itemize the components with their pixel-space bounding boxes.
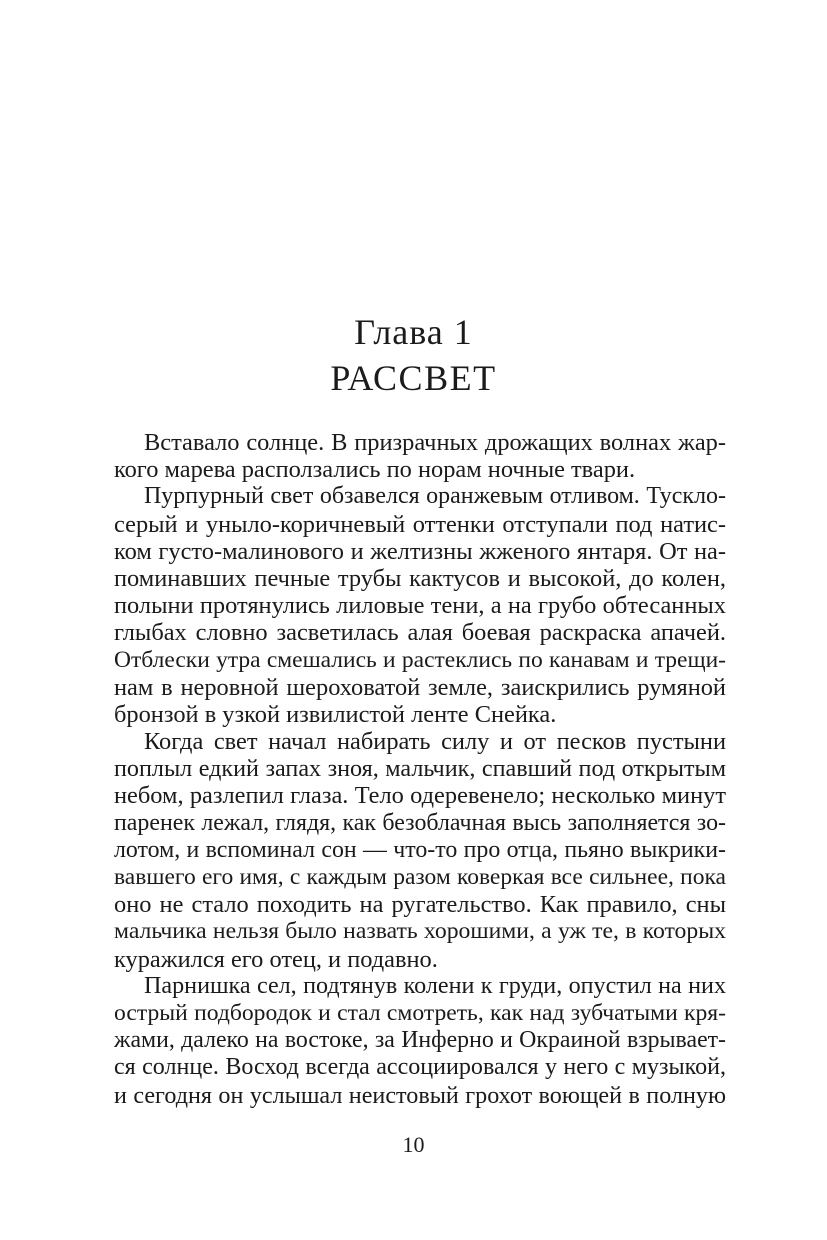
page-number: 10 (402, 1132, 425, 1157)
paragraph (114, 728, 726, 973)
text-line: полыни протянулись лиловые тени, а на грубо обтесанных (114, 592, 726, 620)
chapter-title: РАССВЕТ (330, 358, 497, 398)
text-line: паренек лежал, глядя, как безоблачная высь заполняется зо- (114, 809, 726, 836)
body-text (114, 429, 726, 1109)
text-line: мальчика нельзя было назвать хорошими, а уж те, в которых (114, 918, 726, 945)
text-line: поминавших печные трубы кактусов и высокой, до колен, (114, 564, 726, 592)
text-line: вавшего его имя, с каждым разом коверкая все сильнее, пока (114, 864, 726, 890)
text-line: Парнишка сел, подтянув колени к груди, опустил на них (144, 972, 726, 999)
text-line: ся солнце. Восход всегда ассоциировался у него с музыкой, (114, 1054, 726, 1081)
text-line: бронзой в узкой извилистой ленте Снейка. (114, 700, 557, 728)
text-line: небом, разлепил глаза. Тело одеревенело; несколько минут (114, 782, 726, 810)
text-line: и сегодня он услышал неистовый грохот воющей в полную (114, 1081, 726, 1109)
text-line: острый подбородок и стал смотреть, как над зубчатыми кря- (114, 999, 726, 1026)
text-line: Вставало солнце. В призрачных дрожащих волнах жар- (144, 429, 726, 456)
text-line: серый и уныло-коричневый оттенки отступали под натис- (114, 510, 726, 538)
text-line: Когда свет начал набирать силу и от песков пустыни (144, 728, 726, 756)
paragraph (114, 483, 726, 728)
text-line: лотом, и вспоминал сон — что-то про отца, пьяно выкрики- (114, 836, 726, 863)
text-line: нам в неровной шероховатой земле, заискрились румяной (114, 673, 726, 701)
text-line: куражился его отец, и подавно. (114, 945, 438, 973)
text-line: жами, далеко на востоке, за Инферно и Окраиной взрывает- (114, 1027, 726, 1054)
paragraph (114, 429, 726, 483)
text-line: ком густо-малинового и желтизны жженого янтаря. От на- (114, 537, 726, 565)
paragraph (114, 973, 726, 1109)
text-line: глыбах словно засветилась алая боевая раскраска апачей. (114, 619, 726, 647)
text-line: кого марева расползались по норам ночные твари. (114, 456, 636, 484)
chapter-number: Глава 1 (354, 312, 473, 352)
text-line: поплыл едкий запах зноя, мальчик, спавший под открытым (114, 755, 726, 783)
text-line: Пурпурный свет обзавелся оранжевым отливом. Тускло- (144, 483, 726, 510)
text-line: оно не стало походить на ругательство. Как правило, сны (114, 891, 726, 919)
text-line: Отблески утра смешались и растеклись по канавам и трещи- (114, 646, 726, 673)
